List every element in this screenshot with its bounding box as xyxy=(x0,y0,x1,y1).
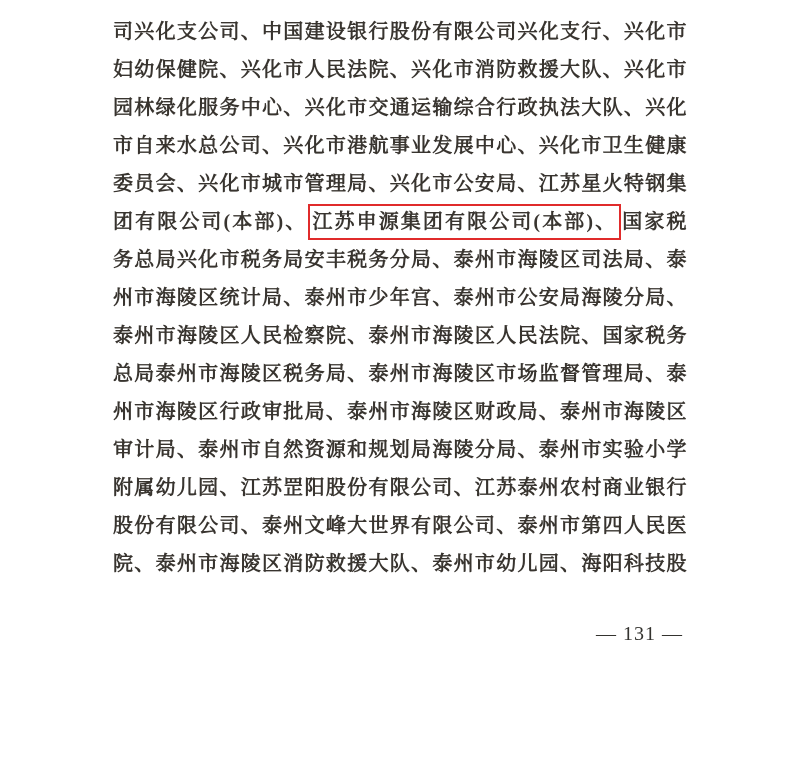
text-line: 园林绿化服务中心、兴化市交通运输综合行政执法大队、兴化 xyxy=(113,97,687,119)
text-line: 总局泰州市海陵区税务局、泰州市海陵区市场监督管理局、泰 xyxy=(113,363,687,385)
text-line: 州市海陵区行政审批局、泰州市海陵区财政局、泰州市海陵区 xyxy=(113,401,687,423)
text-after-highlight: 国家税 xyxy=(622,211,687,233)
text-line: 审计局、泰州市自然资源和规划局海陵分局、泰州市实验小学 xyxy=(113,439,687,461)
red-highlight-box: 江苏申源集团有限公司(本部)、 xyxy=(308,204,621,240)
text-line: 股份有限公司、泰州文峰大世界有限公司、泰州市第四人民医 xyxy=(113,515,687,537)
text-line: 司兴化支公司、中国建设银行股份有限公司兴化支行、兴化市 xyxy=(113,21,687,43)
text-line: 委员会、兴化市城市管理局、兴化市公安局、江苏星火特钢集 xyxy=(113,173,687,195)
text-line: 泰州市海陵区人民检察院、泰州市海陵区人民法院、国家税务 xyxy=(113,325,687,347)
text-line: 妇幼保健院、兴化市人民法院、兴化市消防救援大队、兴化市 xyxy=(113,59,687,81)
text-line: 市自来水总公司、兴化市港航事业发展中心、兴化市卫生健康 xyxy=(113,135,687,157)
body-text xyxy=(113,13,687,583)
text-line: 附属幼儿园、江苏罡阳股份有限公司、江苏泰州农村商业银行 xyxy=(113,477,687,499)
text-line: 务总局兴化市税务局安丰税务分局、泰州市海陵区司法局、泰 xyxy=(113,249,687,271)
text-line-with-highlight xyxy=(113,203,687,241)
text-before-highlight: 团有限公司(本部)、 xyxy=(113,211,308,233)
text-line: 州市海陵区统计局、泰州市少年宫、泰州市公安局海陵分局、 xyxy=(113,287,687,309)
page-number: — 131 — xyxy=(596,623,683,645)
text-line: 院、泰州市海陵区消防救援大队、泰州市幼儿园、海阳科技股 xyxy=(113,553,687,575)
